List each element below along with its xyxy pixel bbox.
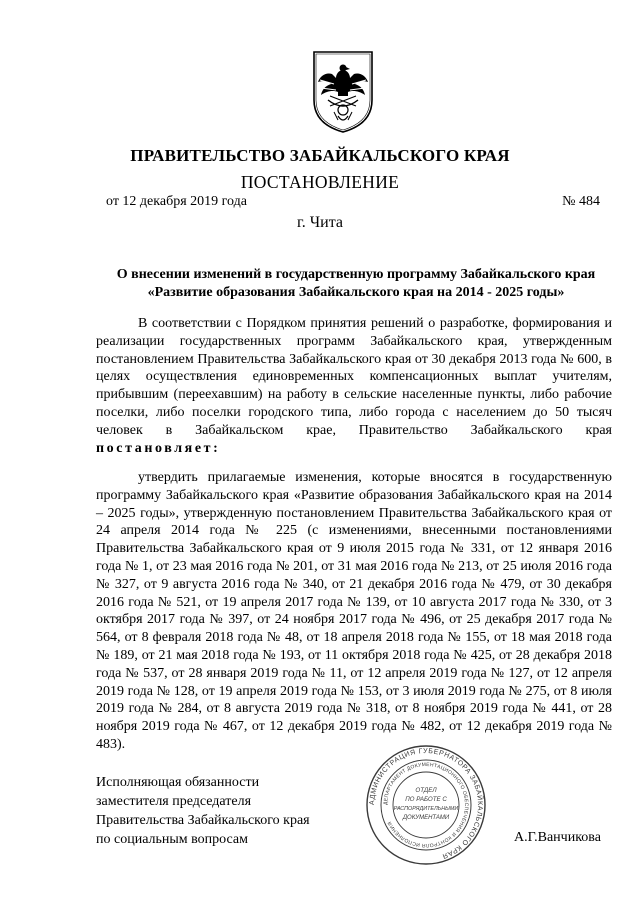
document-date: от 12 декабря 2019 года xyxy=(106,194,247,209)
stamp-center-line-4: ДОКУМЕНТАМИ xyxy=(402,815,450,821)
document-subject xyxy=(96,266,616,302)
stamp-outer-text: АДМИНИСТРАЦИЯ ГУБЕРНАТОРА ЗАБАЙКАЛЬСКОГО КРАЯ xyxy=(368,747,484,860)
document-type: ПОСТАНОВЛЕНИЕ xyxy=(240,172,400,192)
government-title: ПРАВИТЕЛЬСТВО ЗАБАЙКАЛЬСКОГО КРАЯ xyxy=(130,146,510,165)
coat-of-arms-icon xyxy=(312,50,374,134)
signer-position-line-3: Правительства Забайкальского края xyxy=(96,813,310,828)
signer-position-line-1: Исполняющая обязанности xyxy=(96,775,260,790)
document-city: г. Чита xyxy=(296,214,343,231)
signer-position-line-2: заместителя председателя xyxy=(96,794,252,809)
signer-position-line-4: по социальным вопросам xyxy=(96,832,248,847)
svg-text:ДЕПАРТАМЕНТ ДОКУМЕНТАЦИОННОГО xyxy=(383,762,469,848)
resolves-keyword: постановляет: xyxy=(96,440,221,456)
paragraph-preamble xyxy=(96,315,612,457)
paragraph-resolution: утвердить прилагаемые изменения, которые вносятся в государственную программу Забайкальского края «Развитие образования Забайкальского края на 2014 – 2025 годы», утвержденную постановлением Правительства Забайкальского края от 24 апреля 2014 года № 225 (с изменениями, внесенными постановлениями Правительства Забайкальского края от 9 июля 2015 года № 331, от 12 января 2016 года № 1, от 23 мая 2016 года № 201, от 31 мая 2016 года № 213, от 25 июля 2016 года № 327, от 9 августа 2016 года № 340, от 21 декабря 2016 года № 479, от 30 декабря 2016 года № 521, от 19 апреля 2017 года № 139, от 10 августа 2017 года № 330, от 3 октября 2017 года № 397, от 24 ноября 2017 года № 496, от 25 декабря 2017 года № 564, от 8 февраля 2018 года № 48, от 18 апреля 2018 года № 155, от 18 мая 2018 года № 189, от 21 мая 2018 года № 193, от 11 октября 2018 года № 425, от 28 декабря 2018 года № 537, от 28 января 2019 года № 11, от 12 апреля 2019 года № 127, от 12 апреля 2019 года № 128, от 19 апреля 2019 года № 153, от 3 июля 2019 года № 275, от 8 июля 2019 года № 284, от 8 августа 2019 года № 318, от 8 ноября 2019 года № 441, от 28 ноября 2019 года № 467, от 12 декабря 2019 года № 482, от 12 декабря 2019 года № 483). xyxy=(96,470,612,752)
preamble-text: В соответствии с Порядком принятия решений о разработке, формирования и реализации государственных программ Забайкальского края, утвержденным постановлением Правительства Забайкальского края от 30 декабря 2013 года № 600, в целях осуществления единовременных компенсационных выплат учителям, прибывшим (переехавшим) на работу в сельские населенные пункты, либо рабочие поселки, либо поселки городского типа, либо города с населением до 50 тысяч человек в Забайкальском крае, Правительство Забайкальского края xyxy=(96,316,612,438)
signer-name: А.Г.Ванчикова xyxy=(514,830,601,845)
stamp-center-line-2: ПО РАБОТЕ С xyxy=(405,796,447,803)
stamp-center-line-1: ОТДЕЛ xyxy=(415,787,437,794)
stamp-center-line-3: РАСПОРЯДИТЕЛЬНЫМИ xyxy=(393,806,459,812)
stamp-inner-ring-text: ДЕПАРТАМЕНТ ДОКУМЕНТАЦИОННОГО ОБЕСПЕЧЕНИЯ И КОНТРОЛЯ ИСПОЛНЕНИЯ xyxy=(382,761,470,849)
signer-position xyxy=(96,773,310,849)
subject-line-2: «Развитие образования Забайкальского края на 2014 - 2025 годы» xyxy=(147,285,565,300)
subject-line-1: О внесении изменений в государственную программу Забайкальского края xyxy=(116,267,596,282)
round-seal-icon xyxy=(365,744,487,866)
document-number: № 484 xyxy=(562,194,600,209)
